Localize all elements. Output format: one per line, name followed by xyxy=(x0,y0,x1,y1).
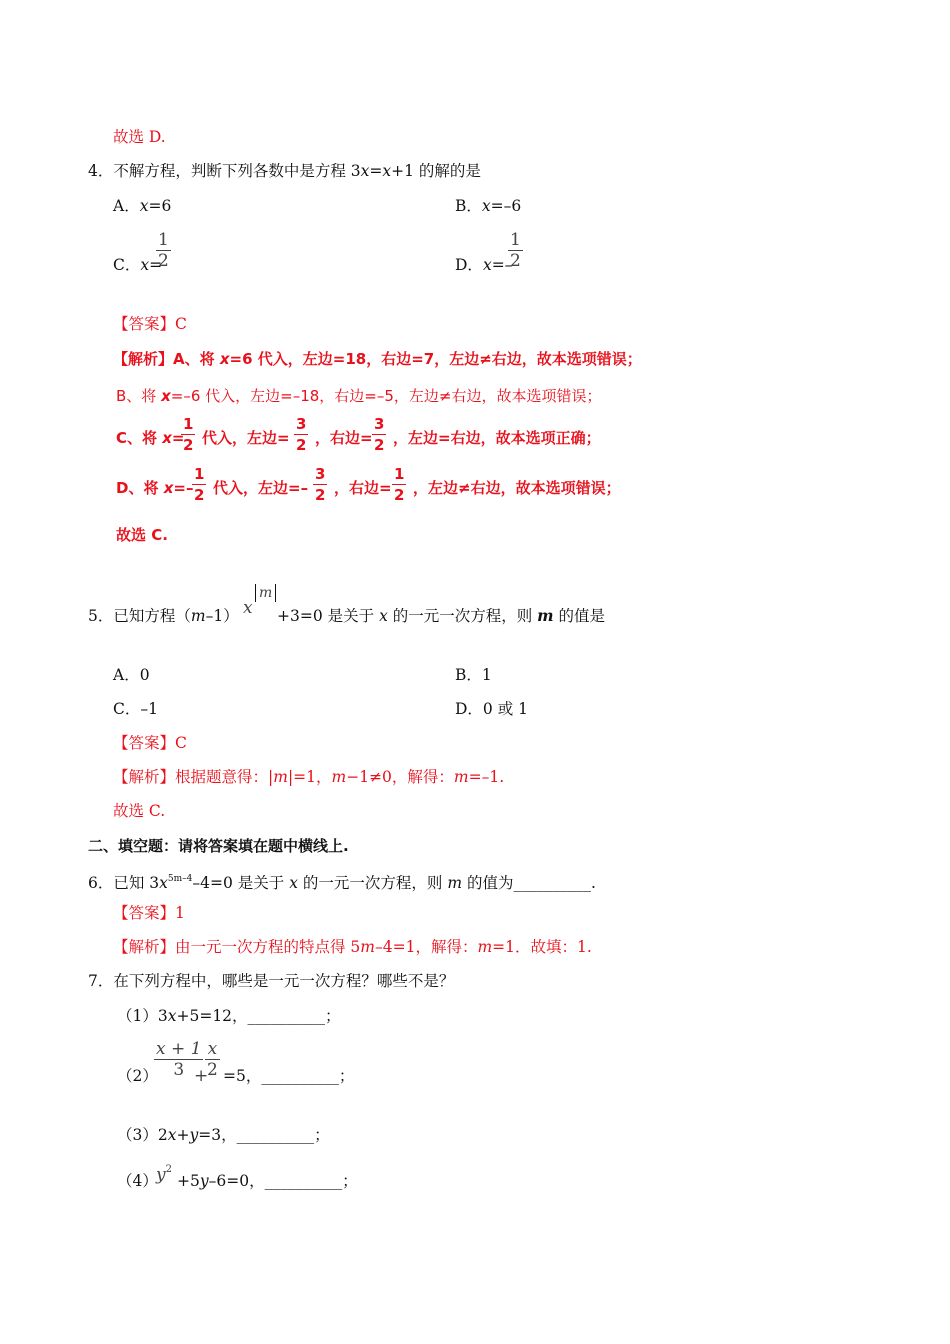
stem-text: 的一元一次方程，则 xyxy=(297,874,448,892)
var-x: x xyxy=(161,387,171,405)
fraction-numerator: 1 xyxy=(510,230,521,250)
analysis-label: 【解析】 xyxy=(113,350,174,368)
analysis-text: C、将 xyxy=(116,429,163,447)
q4-analysis-line-d-c: ，右边= xyxy=(334,479,392,497)
analysis-text: D、将 xyxy=(116,479,164,497)
q5-stem-b xyxy=(277,606,605,626)
var-y: y xyxy=(199,1172,209,1190)
option-value: =– xyxy=(491,256,513,274)
q7-item-2-plus: + xyxy=(194,1066,209,1086)
q5-analysis xyxy=(113,767,504,787)
var-m: m xyxy=(259,585,273,601)
fraction-denominator: 2 xyxy=(374,436,385,454)
item-text: （1）3 xyxy=(117,1007,168,1025)
var-x: x xyxy=(243,598,253,618)
q4-line-c-fraction-x xyxy=(181,414,195,455)
fraction-numerator: 3 xyxy=(296,415,307,433)
var-m: m xyxy=(453,768,469,786)
fraction-denominator: 2 xyxy=(315,486,326,504)
analysis-text: =–1. xyxy=(468,768,505,786)
item-text: –6=0，__________； xyxy=(208,1172,358,1190)
var-m: m xyxy=(331,768,347,786)
q4-line-d-fraction-left xyxy=(313,464,327,505)
var-x: x xyxy=(481,197,491,215)
var-x: x xyxy=(167,1007,177,1025)
q4-stem-c: +1 的解的是 xyxy=(391,162,481,180)
fraction-numerator: 1 xyxy=(183,415,194,433)
stem-text: 6．已知 3 xyxy=(88,874,160,892)
q4-line-c-fraction-right xyxy=(372,414,386,455)
option-value: =–6 xyxy=(490,197,522,215)
q5-conclusion: 故选 C. xyxy=(113,802,166,820)
stem-text: 的值为__________. xyxy=(462,874,596,892)
var-y: y xyxy=(156,1165,166,1185)
fraction-numerator: 3 xyxy=(374,415,385,433)
analysis-text: =–6 代入，左边=–18，右边=–5，左边≠右边，故本选项错误； xyxy=(170,387,602,405)
var-m: m xyxy=(360,938,375,956)
q4-analysis-line-c-a xyxy=(116,428,185,448)
option-label: B． xyxy=(455,197,482,215)
var-x: x xyxy=(482,256,492,274)
q4-option-c-fraction xyxy=(156,230,171,271)
option-label: D． xyxy=(455,256,483,274)
analysis-text: A、将 xyxy=(173,350,220,368)
analysis-text: |=1， xyxy=(287,768,332,786)
var-x: x xyxy=(360,162,370,180)
q4-option-d xyxy=(455,255,512,275)
var-m: m xyxy=(273,768,288,786)
item-text: + xyxy=(176,1126,190,1144)
prev-conclusion: 故选 D. xyxy=(113,128,166,146)
q7-item-4-y-squared xyxy=(156,1160,172,1185)
q4-conclusion: 故选 C. xyxy=(116,526,168,544)
analysis-text: =– xyxy=(173,479,194,497)
var-m: m xyxy=(190,607,206,625)
var-x: x xyxy=(162,429,172,447)
fraction-denominator: 3 xyxy=(173,1060,185,1080)
option-label: A． xyxy=(113,197,140,215)
fraction-numerator: 1 xyxy=(158,230,169,250)
q4-analysis-line-d-a xyxy=(116,478,193,498)
q4-line-c-fraction-left xyxy=(294,414,308,455)
q7-stem: 7．在下列方程中，哪些是一元一次方程？哪些不是？ xyxy=(88,972,455,990)
analysis-text: B、将 xyxy=(116,387,162,405)
q4-stem-a: 4．不解方程，判断下列各数中是方程 3 xyxy=(88,162,361,180)
exponent: 2 xyxy=(165,1164,172,1175)
q7-item-2-label: （2） xyxy=(117,1067,158,1085)
stem-text: +3=0 是关于 xyxy=(277,607,380,625)
q4-option-c xyxy=(113,255,162,275)
q7-item-2-rest: =5，__________； xyxy=(223,1067,355,1085)
fraction-numerator: 1 xyxy=(194,465,205,483)
q5-option-d: D．0 或 1 xyxy=(455,700,529,718)
section-2-title: 二、填空题：请将答案填在题中横线上. xyxy=(88,837,349,855)
option-value: =6 xyxy=(148,197,172,215)
q4-analysis-line-c-b: 代入，左边= xyxy=(202,429,290,447)
item-text: =3，__________； xyxy=(198,1126,330,1144)
q6-analysis xyxy=(113,937,592,957)
q7-item-4-label: （4） xyxy=(117,1172,158,1190)
q4-option-d-fraction xyxy=(508,230,523,271)
stem-text: –1） xyxy=(205,607,239,625)
q7-item-1 xyxy=(117,1006,341,1026)
analysis-text: =6 代入，左边=18，右边=7，左边≠右边，故本选项错误； xyxy=(229,350,642,368)
item-text: （3）2 xyxy=(117,1126,168,1144)
fraction-denominator: 2 xyxy=(183,436,194,454)
var-m: m xyxy=(537,606,554,625)
var-x: x xyxy=(167,1126,177,1144)
q4-line-d-fraction-x xyxy=(192,464,206,505)
q4-analysis-line-b xyxy=(116,386,601,406)
q5-base-x xyxy=(243,598,253,618)
q4-stem-b: = xyxy=(369,162,383,180)
var-m: m xyxy=(447,874,463,892)
q4-line-d-fraction-right xyxy=(392,464,406,505)
var-x: x xyxy=(140,256,150,274)
fraction-denominator: 2 xyxy=(394,486,405,504)
stem-text: 的值是 xyxy=(553,607,606,625)
analysis-text: 【解析】根据题意得：| xyxy=(113,768,274,786)
fraction-numerator xyxy=(205,1039,220,1060)
analysis-text: 【解析】由一元一次方程的特点得 5 xyxy=(113,938,361,956)
var-x: x xyxy=(289,874,298,892)
fraction-denominator: 2 xyxy=(194,486,205,504)
var-x: x xyxy=(139,197,149,215)
item-text: +5 xyxy=(177,1172,200,1190)
var-m: m xyxy=(477,938,493,956)
q4-option-a xyxy=(113,196,171,216)
q6-answer: 【答案】1 xyxy=(113,904,185,922)
q5-stem-a xyxy=(88,606,239,626)
q6-stem xyxy=(88,869,596,893)
q5-option-b: B．1 xyxy=(455,666,492,684)
fraction-denominator: 2 xyxy=(158,251,169,271)
q4-answer: 【答案】C xyxy=(113,315,187,333)
q7-item-4-rest xyxy=(177,1171,358,1191)
q4-option-b xyxy=(455,196,521,216)
q5-exponent-abs-m xyxy=(255,583,276,603)
var-y: y xyxy=(189,1126,199,1144)
analysis-text: =1．故填：1. xyxy=(492,938,592,956)
q4-analysis-line-d-d: ，左边≠右边，故本选项错误； xyxy=(413,479,621,497)
var-x: x xyxy=(163,479,174,497)
stem-text: 的一元一次方程，则 xyxy=(387,607,538,625)
fraction-numerator-text: x xyxy=(207,1039,218,1059)
q5-answer: 【答案】C xyxy=(113,734,187,752)
fraction-numerator xyxy=(154,1039,203,1060)
q4-analysis-line-c-c: ，右边= xyxy=(315,429,373,447)
var-x: x xyxy=(159,874,168,892)
q7-item-2-fraction-2 xyxy=(205,1039,220,1080)
q4-stem xyxy=(88,161,481,181)
fraction-denominator: 2 xyxy=(296,436,307,454)
fraction-denominator: 2 xyxy=(510,251,521,271)
analysis-text: –4=1，解得： xyxy=(375,938,478,956)
item-text: +5=12，__________； xyxy=(176,1007,341,1025)
fraction-denominator: 2 xyxy=(207,1060,218,1080)
q7-item-3 xyxy=(117,1125,330,1145)
option-label: C． xyxy=(113,256,141,274)
fraction-numerator: 3 xyxy=(315,465,326,483)
var-x: x xyxy=(382,162,392,180)
var-x: x xyxy=(379,607,388,625)
q4-analysis-line-a xyxy=(113,349,642,369)
option-value: = xyxy=(149,256,163,274)
fraction-numerator: 1 xyxy=(394,465,405,483)
stem-text: –4=0 是关于 xyxy=(192,874,290,892)
q4-analysis-line-d-b: 代入，左边=– xyxy=(213,479,309,497)
analysis-text: −1≠0，解得： xyxy=(346,768,454,786)
fraction-numerator-text: x + 1 xyxy=(156,1039,202,1059)
q5-option-a: A．0 xyxy=(113,666,150,684)
stem-text: 5．已知方程（ xyxy=(88,607,191,625)
exponent: 5m–4 xyxy=(167,874,193,884)
var-x: x xyxy=(219,350,230,368)
analysis-text: = xyxy=(171,429,185,447)
q4-analysis-line-c-d: ，左边=右边，故本选项正确； xyxy=(393,429,601,447)
q5-option-c: C．–1 xyxy=(113,700,158,718)
